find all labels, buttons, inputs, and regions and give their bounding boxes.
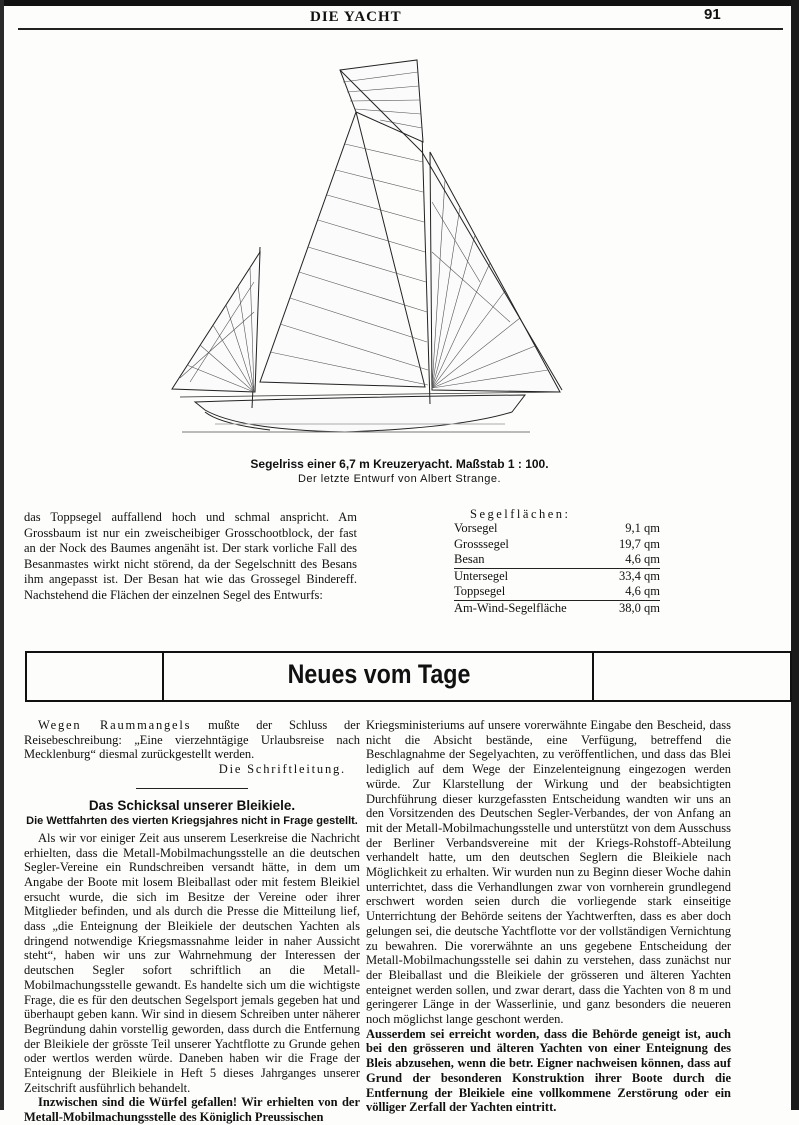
sail-value: 19,7 qm (619, 536, 660, 551)
page-number: 91 (704, 6, 721, 23)
sail-value: 38,0 qm (605, 600, 660, 616)
sail-row (454, 552, 660, 568)
sail-row (454, 521, 660, 537)
article-paragraph: Als wir vor einiger Zeit aus unserem Leserkreise die Nachricht erhielten, dass die Metall-Mobilmachungsstelle an die deutschen Segler-Vereine ein Rundschreiben versandt hätte, in dem um Angabe der Boote mit losem Bleiballast oder mit festem Bleikiel ersucht wurde, die sich im Besitze der Vereine oder ihrer Mitglieder befinden, und als durch die Presse die Mitteilung lief, dass „die Enteignung der Bleikiele der deutschen Yachten als dringend notwendige Kriegsmassnahme leider in naher Aussicht steht“, haben wir uns zur Wahrnehmung der Interessen der deutschen Segler sofort schriftlich an die Metall-Mobilmachungsstelle gewandt. Es handelte sich um die wichtigste Frage, die es für den deutschen Segelsport jemals gegeben hat und überhaupt geben kann. Wir sind in diesem Schreiben unter näherer Begründung dahin vorstellig geworden, dass durch die Entfernung der Bleikiele der grösste Teil unserer Yachtflotte zu Grunde gehen oder wertlos werden würde. Daneben haben wir die Frage der Enteignung der Bleikiele in Heft 5 dieses Jahrganges unserer Zeitschrift ausführlich behandelt. (24, 830, 360, 1095)
sail-label: Vorsegel (454, 521, 498, 535)
sail-label: Besan (454, 552, 485, 567)
figure-caption-credit: Der letzte Entwurf von Albert Strange. (297, 473, 502, 485)
sail-value: 4,6 qm (625, 584, 660, 599)
intro-paragraph: das Toppsegel auffallend hoch und schmal anspricht. Am Grossbaum ist nur ein zweischeibiger Grosschootblock, der fast an der Nock des Baumes angenäht ist. Der stark vorliche Fall des Besanmastes wirkt nicht störend, da der Segelschnitt des Besans ihm angepasst ist. Der Besan hat wie das Grossegel Bindereff. Nachstehend die Flächen der einzelnen Segel des Entwurfs: (24, 510, 357, 602)
banner-right-cell (592, 653, 790, 700)
sail-row (454, 584, 660, 600)
sail-areas-title: Segelflächen: (470, 507, 571, 521)
section-banner (25, 651, 792, 702)
left-column (24, 718, 360, 1125)
article-paragraph: Inzwischen sind die Würfel gefallen! Wir erhielten von der Metall-Mobilmachungsstelle des Königlich Preussischen (24, 1095, 360, 1125)
editor-note-text: mußte der Schluss der Reisebeschreibung: „Eine vierzehntägige Urlaubsreise nach Mecklenburg“ diesmal zurückgestellt werden. (24, 718, 360, 762)
article-title: Das Schicksal unserer Bleikiele. (88, 797, 296, 813)
sail-row (454, 568, 660, 584)
page-edge-left (0, 0, 4, 1110)
header-rule (18, 28, 783, 30)
sail-value: 33,4 qm (605, 568, 660, 584)
figure-caption-title: Segelriss einer 6,7 m Kreuzeryacht. Maßstab 1 : 100. (250, 457, 549, 471)
article-subtitle: Die Wettfahrten des vierten Kriegsjahres nicht in Frage gestellt. (26, 814, 358, 827)
editor-note (24, 718, 360, 762)
sail-plan-drawing (160, 52, 580, 452)
article-paragraph: Ausserdem sei erreicht worden, dass die Behörde geneigt ist, auch bei den grösseren und älteren Yachten von einer Enteignung des Bleis abzusehen, wenn die betr. Eigner nachweisen können, dass auf Grund der besonderen Konstruktion ihrer Boote durch die Entfernung der Bleikiele eine vollkommene Zerstörung oder ein völliger Zerfall der Yachten eintritt. (366, 1026, 731, 1115)
sail-label: Toppsegel (454, 584, 506, 599)
sail-label: Untersegel (454, 568, 605, 584)
editor-signature: Die Schriftleitung. (218, 762, 346, 777)
sail-value: 4,6 qm (625, 552, 660, 567)
page-edge-top (0, 0, 799, 6)
right-column (366, 718, 731, 1115)
banner-title: Neues vom Tage (287, 659, 471, 689)
page-edge-right (791, 0, 799, 1110)
sail-row (454, 537, 660, 553)
divider (136, 788, 248, 789)
running-head: DIE YACHT (310, 9, 402, 25)
banner-left-cell (27, 653, 164, 700)
sail-value: 9,1 qm (625, 521, 660, 535)
sail-label: Grosssegel (454, 536, 509, 551)
sail-label: Am-Wind-Segelfläche (454, 600, 605, 616)
sail-row-total (454, 600, 660, 616)
editor-note-lead: Wegen Raummangels (38, 718, 192, 732)
sail-areas-table (454, 521, 660, 617)
article-paragraph: Kriegsministeriums auf unsere vorerwähnte Eingabe den Bescheid, dass nicht die Absicht bestände, eine Verfügung, betreffend die Beschlagnahme der Segelyachten, zu veröffentlichen, und dass das Blei lediglich auf dem Wege der Einzelenteignung eingezogen werden würde. Zur Klarstellung der Wirkung und der beabsichtigten Durchführung dieser kurzgefassten Entscheidung wandten wir uns an den Vorsitzenden des Deutschen Segler-Verbandes, der von Anfang an mit der Metall-Mobilmachungsstelle und unterstützt von dem Ausschuss der Berliner Verbandsvereine mit der Kriegs-Rohstoff-Abteilung verhandelt hatte, um den deutschen Seglern die Bleikiele nach Möglichkeit zu erhalten. Wir wurden nun zu Beginn dieser Woche dahin unterrichtet, dass die Verhandlungen zwar von vornherein grundlegend erschwert worden seien durch die vorliegende stark einseitige Unterrichtung der Behörde seitens der Yachtwerften, dass es aber doch gelungen sei, die deutsche Yachtflotte vor der vollständigen Vernichtung zu bewahren. Die vorerwähnte an uns gegebene Entscheidung der Metall-Mobilmachungsstelle sei dahin zu verstehen, dass zunächst nur der Bleiballast und die Bleikiele der grösseren und älteren Yachten enteignet werden sollen, und zwar derart, dass die Yachten von 8 m und geringerer Länge in der Wasserlinie, und ganz besonders die neueren noch möglichst lange geschont werden. (366, 718, 731, 1027)
